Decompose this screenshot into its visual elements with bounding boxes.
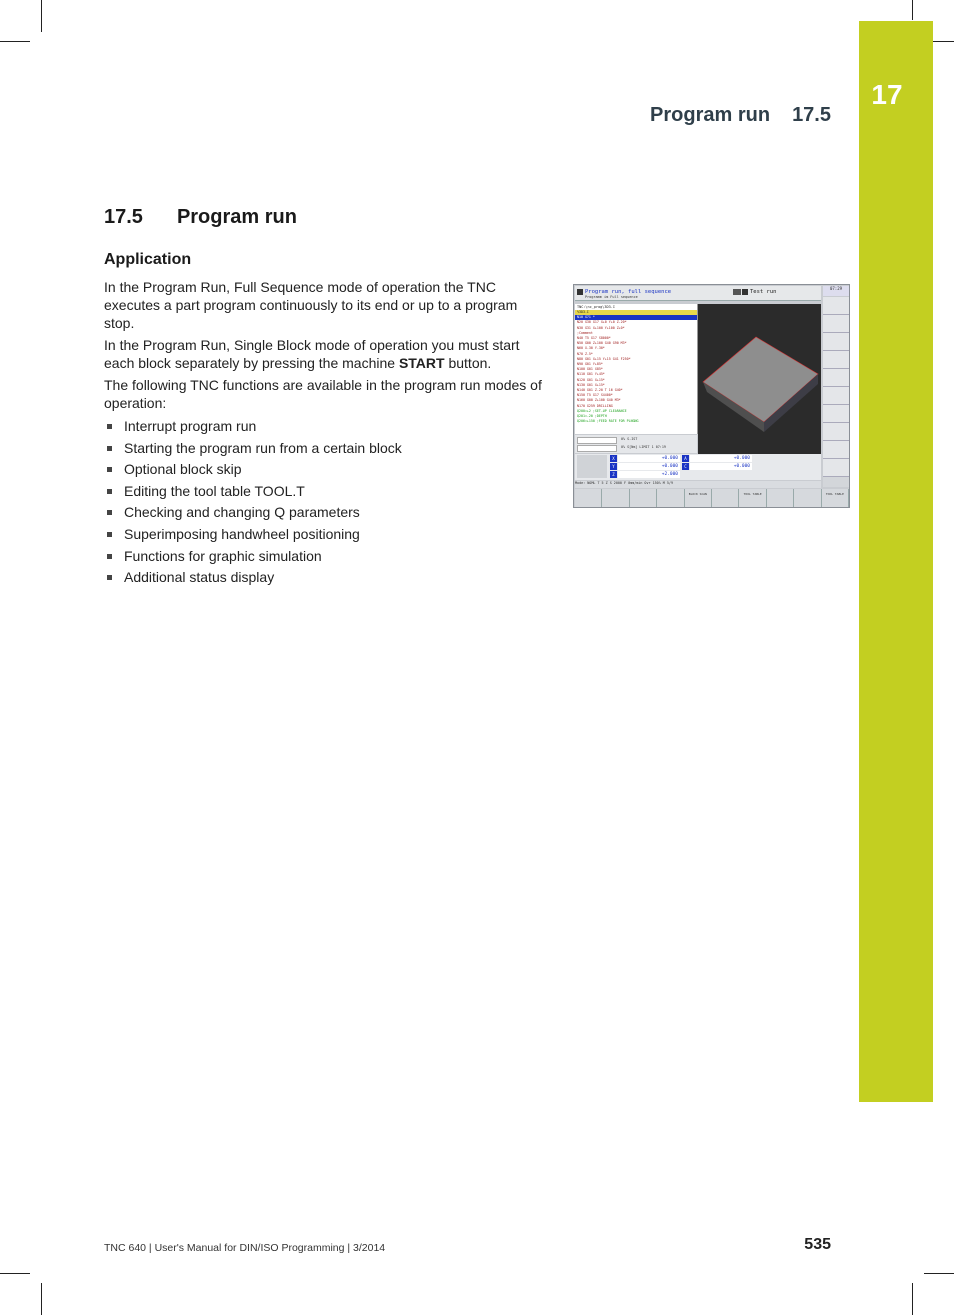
- axis-label-c: C: [682, 463, 689, 470]
- program-line[interactable]: N110 G01 Y+45*: [577, 372, 605, 377]
- program-line[interactable]: N120 G01 X+15*: [577, 377, 605, 382]
- program-window[interactable]: [575, 304, 698, 434]
- program-line[interactable]: N90 G01 Y+85*: [577, 362, 603, 367]
- bullet-icon: [107, 575, 112, 580]
- status-line-1: 0% S-IST: [621, 437, 638, 441]
- mode-icon: [577, 289, 583, 295]
- position-display: [575, 454, 821, 480]
- list-item: Checking and changing Q parameters: [104, 502, 544, 524]
- axis-value-x: +0.000: [618, 455, 680, 462]
- list-item: Functions for graphic simulation: [104, 546, 544, 568]
- crop-mark: [41, 1283, 42, 1315]
- paragraph-1: In the Program Run, Full Sequence mode of operation the TNC executes a part program continuously to its end or up to a program stop.: [104, 279, 518, 331]
- subsection-heading: Application: [104, 251, 192, 268]
- body-text: [104, 278, 544, 589]
- workpiece-top-face: [703, 337, 818, 422]
- section-title: Program run: [176, 206, 297, 228]
- list-item: Starting the program run from a certain block: [104, 438, 544, 460]
- vertical-softkey[interactable]: [823, 315, 849, 333]
- vertical-softkey[interactable]: [823, 441, 849, 459]
- program-line[interactable]: ;Comment: [577, 330, 593, 335]
- running-header-number: 17.5: [792, 104, 831, 126]
- program-line[interactable]: N70 Z-5*: [577, 351, 593, 356]
- program-line[interactable]: N130 G01 X+15*: [577, 382, 605, 387]
- axis-value-c: +0.000: [690, 463, 752, 470]
- vertical-softkey[interactable]: [823, 351, 849, 369]
- test-run-icon: [742, 289, 748, 295]
- crop-mark: [912, 1283, 913, 1315]
- softkey-6[interactable]: [712, 489, 739, 507]
- spindle-gauge: [577, 445, 617, 452]
- paragraph-3: The following TNC functions are available in the program run modes of operation:: [104, 377, 542, 411]
- machine-status-bar: Mode: NOML T 5 Z S 2000 F 0mm/min Ovr 150% M 5/9: [575, 481, 821, 488]
- vertical-softkey[interactable]: [823, 297, 849, 315]
- list-item: Superimposing handwheel positioning: [104, 524, 544, 546]
- softkey-tool-table-2[interactable]: TOOL TABLE: [822, 489, 849, 507]
- tnc-screenshot: [573, 284, 850, 508]
- clock: 07:29: [823, 286, 849, 296]
- program-line[interactable]: N140 G01 Z-20 T 16 G40*: [577, 388, 623, 393]
- section-heading: [104, 206, 297, 229]
- program-lines: [575, 310, 697, 424]
- crop-mark: [41, 0, 42, 32]
- bullet-icon: [107, 424, 112, 429]
- bullet-icon: [107, 446, 112, 451]
- paragraph-2: In the Program Run, Single Block mode of operation you must start each block separately by pressing the machine START button.: [104, 337, 520, 371]
- program-line[interactable]: %3D3.I: [575, 310, 697, 315]
- softkey-8[interactable]: [767, 489, 794, 507]
- vertical-softkey[interactable]: [823, 369, 849, 387]
- crop-mark: [924, 1273, 954, 1274]
- vertical-softkey[interactable]: [823, 405, 849, 423]
- program-line[interactable]: N60 X-30 Y-30*: [577, 346, 605, 351]
- page-number: 535: [804, 1236, 831, 1253]
- program-line[interactable]: N30 G31 X+100 Y+100 Z+0*: [577, 325, 625, 330]
- softkey-row: [575, 489, 849, 507]
- graphic-view: [698, 304, 821, 460]
- vertical-softkey[interactable]: [823, 423, 849, 441]
- running-header-title: Program run: [650, 104, 771, 126]
- softkey-block-scan[interactable]: BLOCK SCAN: [685, 489, 712, 507]
- program-line[interactable]: N170 G259 DRILLING: [577, 403, 613, 408]
- crop-mark: [912, 0, 913, 20]
- start-button-label: START: [398, 355, 445, 371]
- footer-text: TNC 640 | User's Manual for DIN/ISO Programming | 3/2014: [104, 1242, 386, 1254]
- screen-titlebar: [575, 286, 821, 301]
- load-gauge: [577, 437, 617, 444]
- axis-value-a: +0.000: [690, 455, 752, 462]
- program-line[interactable]: N50 G00 Z+100 G40 G90 M3*: [577, 341, 627, 346]
- program-line[interactable]: Q206=+150 ;FEED RATE FOR PLNGNG: [577, 419, 639, 424]
- bullet-icon: [107, 554, 112, 559]
- status-line-2: 0% S[Nm] LIMIT 1 07:19: [621, 445, 666, 449]
- program-line[interactable]: Q200=+2 ;SET-UP CLEARANCE: [577, 408, 627, 413]
- mode-subtitle: Programm im Full sequence: [585, 295, 638, 299]
- softkey-1[interactable]: [575, 489, 602, 507]
- bullet-icon: [107, 532, 112, 537]
- axis-label-a: A: [682, 455, 689, 462]
- program-line[interactable]: N150 T5 G17 S4400*: [577, 393, 613, 398]
- softkey-9[interactable]: [794, 489, 821, 507]
- softkey-3[interactable]: [630, 489, 657, 507]
- crop-mark: [0, 1273, 30, 1274]
- vertical-softkeys: [823, 297, 849, 487]
- function-list: [104, 416, 544, 589]
- list-item: Editing the tool table TOOL.T: [104, 481, 544, 503]
- program-line[interactable]: N40 T5 G17 S8000*: [577, 336, 611, 341]
- position-icons: [577, 455, 607, 478]
- softkey-2[interactable]: [602, 489, 629, 507]
- vertical-softkey[interactable]: [823, 333, 849, 351]
- program-line[interactable]: Q201=-20 ;DEPTH: [577, 414, 607, 419]
- list-item: Additional status display: [104, 567, 544, 589]
- bullet-icon: [107, 467, 112, 472]
- chapter-number: 17: [871, 79, 903, 110]
- programming-icon: [733, 289, 741, 295]
- vertical-softkey[interactable]: [823, 459, 849, 477]
- vertical-softkey[interactable]: [823, 387, 849, 405]
- list-item: Optional block skip: [104, 459, 544, 481]
- section-number: 17.5: [104, 206, 143, 228]
- crop-mark: [0, 41, 30, 42]
- program-line[interactable]: N20 G30 G17 X+0 Y+0 Z-20*: [577, 320, 627, 325]
- axis-value-y: +0.000: [618, 463, 680, 470]
- softkey-4[interactable]: [657, 489, 684, 507]
- program-line[interactable]: N80 G01 X+15 Y+15 G41 F250*: [577, 356, 631, 361]
- workpiece-graphic: [698, 304, 821, 460]
- axis-label-z: Z: [610, 471, 617, 478]
- program-line[interactable]: N100 G01 X85*: [577, 367, 603, 372]
- running-header: [650, 104, 831, 127]
- axis-label-y: Y: [610, 463, 617, 470]
- status-display: [575, 435, 697, 453]
- secondary-mode: Test run: [750, 289, 777, 295]
- chapter-tab: [859, 21, 933, 1102]
- softkey-tool-table[interactable]: TOOL TABLE: [739, 489, 766, 507]
- program-path: TNC:\nc_prog\3D3.I: [577, 305, 615, 309]
- program-line[interactable]: N10 G71 *: [575, 315, 697, 320]
- axis-value-z: +2.000: [618, 471, 680, 478]
- list-item: Interrupt program run: [104, 416, 544, 438]
- bullet-icon: [107, 489, 112, 494]
- axis-label-x: X: [610, 455, 617, 462]
- program-line[interactable]: N160 G00 Z+100 G40 M3*: [577, 398, 621, 403]
- mode-title: Program run, full sequence: [585, 289, 672, 295]
- bullet-icon: [107, 510, 112, 515]
